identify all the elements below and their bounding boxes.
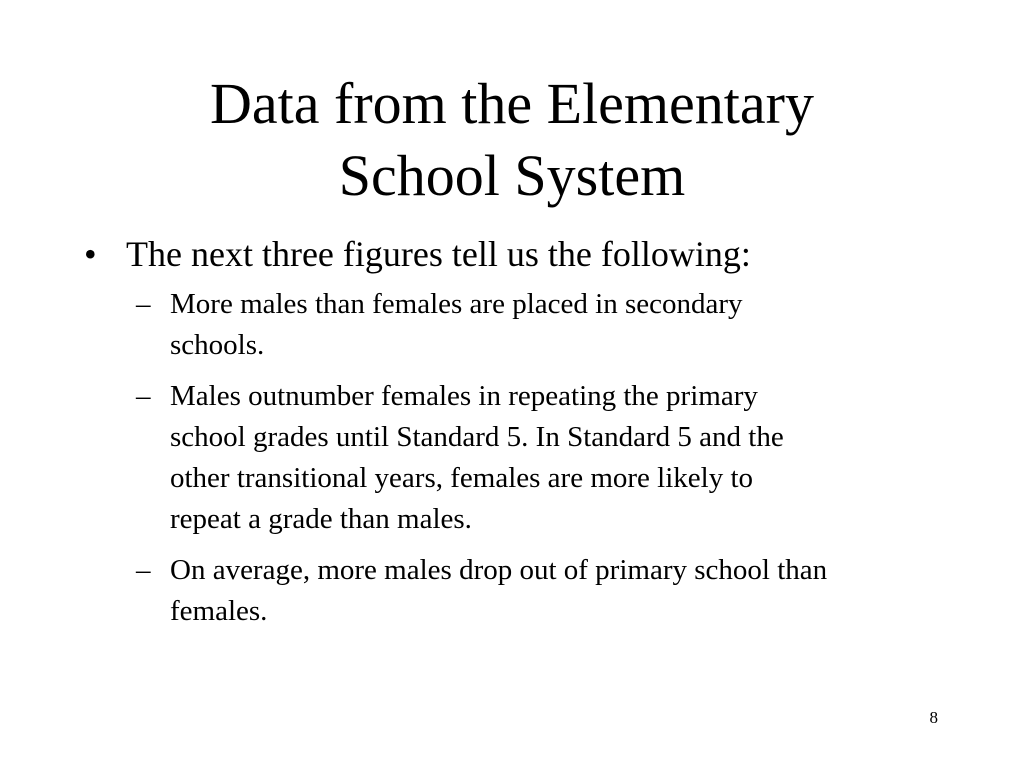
sub-point-marker: – xyxy=(136,554,151,586)
sub-point-text: On average, more males drop out of primary school than females. xyxy=(170,554,828,627)
bullet-point xyxy=(84,230,944,278)
slide-title-line-2: School System xyxy=(338,143,686,208)
sub-point-marker: – xyxy=(136,380,151,412)
slide-body xyxy=(84,230,944,642)
sub-point-marker: – xyxy=(136,288,151,320)
sub-point-text: Males outnumber females in repeating the primary school grades until Standard 5. In Standard 5 and the other transitional years, females are more likely to repeat a grade than males. xyxy=(170,380,784,535)
slide-title xyxy=(0,68,1024,212)
bullet-text: The next three figures tell us the following: xyxy=(126,234,751,274)
sub-point-text: More males than females are placed in secondary schools. xyxy=(170,288,743,361)
sub-point xyxy=(84,284,830,366)
page-number: 8 xyxy=(929,708,938,727)
bullet-marker: • xyxy=(84,234,97,274)
sub-point xyxy=(84,550,830,632)
slide-title-line-1: Data from the Elementary xyxy=(210,71,814,136)
sub-point xyxy=(84,376,830,540)
sub-point-list xyxy=(84,284,944,632)
